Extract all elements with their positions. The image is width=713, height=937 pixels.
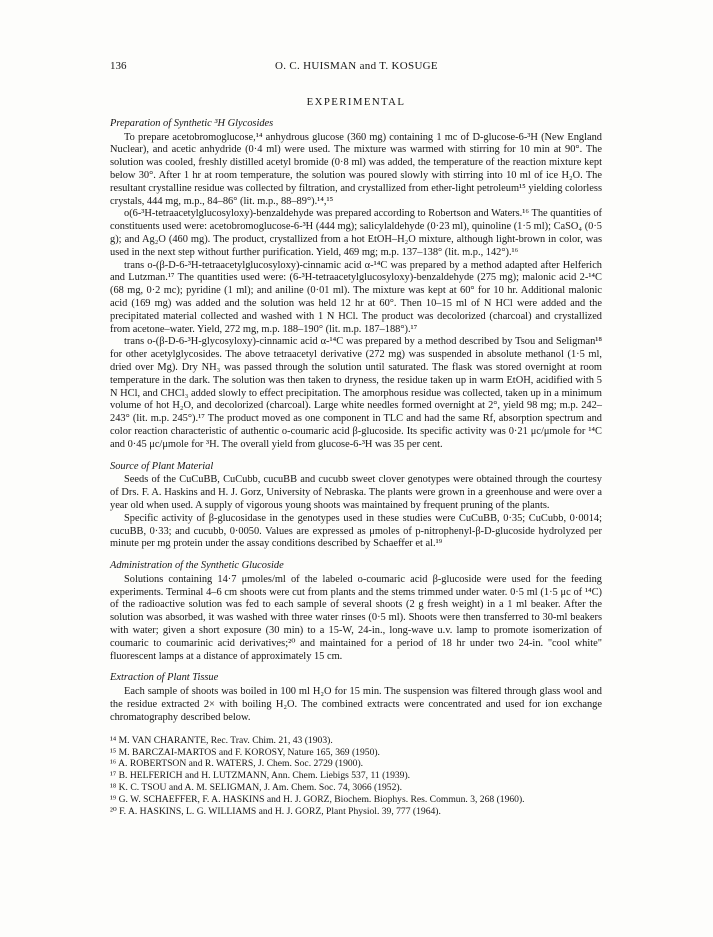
paragraph: Solutions containing 14·7 μmoles/ml of the labeled o-coumaric acid β-glucoside were used for the feeding experiments. Terminal 4–6 cm shoots were cut from plants and the stems trimmed under water. 0·5 ml (1·5 μc of ¹⁴C) of the radioactive solution was fed to each sample of several shoots (2 g fresh weight) in a 1 ml beaker. After the solution was absorbed, it was washed with three water rinses (0·5 ml). Shoots were then transferred to 30-ml beakers with water; given a short exposure (30 min) to a 15-W, 24-in., long-wave u.v. lamp to promote isomerization of coumaric to coumarinic acid derivatives;²⁰ and maintained for a period of 18 hr under two 24-in. "cool white" fluorescent lamps at a distance of approximately 15 cm. [110, 573, 602, 662]
page-header [110, 60, 603, 76]
article-body [110, 96, 602, 818]
subsection-heading: Source of Plant Material [110, 460, 214, 472]
subsection-heading: Preparation of Synthetic ³H Glycosides [110, 117, 274, 129]
paragraph: trans o-(β-D-6-³H-glycosyloxy)-cinnamic acid α-¹⁴C was prepared by a method described by Tsou and Seligman¹⁸ for other acetylglycosides. The above tetraacetyl derivative (272 mg) was suspended in absolute methanol (1·5 ml, dried over Mg). Dry NH₃ was passed through the solution until saturated. The flask was stored overnight at room temperature in the dark. The solution was then taken to dryness, the residue taken up in warm EtOH, acidified with 5 N HCl, and CHCl₃ added slowly to effect precipitation. The amorphous residue was collected, taken up in a minimum volume of hot H₂O, and decolorized (charcoal). Large white needles formed overnight at 2°, yield 98 mg; m.p. 242–243° (lit. m.p. 245°).¹⁷ The product moved as one component in TLC and had the same Rf, absorption spectrum and color reaction characteristic of authentic o-coumaric acid β-glucoside. Its specific activity was 0·21 μc/μmole for ¹⁴C and 0·45 μc/μmole for ³H. The overall yield from glucose-6-³H was 35 per cent. [110, 336, 602, 450]
subsection-administration [110, 560, 602, 663]
section-title: EXPERIMENTAL [306, 96, 406, 108]
footnotes [110, 735, 602, 818]
footnote: ²⁰ F. A. HASKINS, L. G. WILLIAMS and H. J. GORZ, Plant Physiol. 39, 777 (1964). [110, 806, 441, 818]
paragraph: trans o-(β-D-6-³H-tetraacetylglucosyloxy)-cinnamic acid α-¹⁴C was prepared by a method adapted after Helferich and Lutzman.¹⁷ The quantities used were: (6-³H-tetraacetylglucosyloxy)-benzaldehyde (275 mg); malonic acid 2-¹⁴C (68 mg, 0·2 mc); pyridine (1 ml); and aniline (0·01 ml). The mixture was kept at 60° for 10 hr. Additional malonic acid (169 mg) was added and the solution was held 12 hr at 60°. Then 10–15 ml of N HCl were added and the precipitated material collected and washed with 1 N HCl. The product was decolorized (charcoal) and crystallized from acetone–water. Yield, 272 mg, m.p. 188–190° (lit. m.p. 187–188°).¹⁷ [110, 259, 602, 335]
footnote: ¹⁴ M. VAN CHARANTE, Rec. Trav. Chim. 21, 43 (1903). [110, 734, 333, 746]
subsection-preparation [110, 118, 602, 452]
paragraph: Specific activity of β-glucosidase in the genotypes used in these studies were CuCuBB, 0·35; CuCubb, 0·0014; cucuBB, 0·33; and cucubb, 0·0050. Values are expressed as μmoles of p-nitrophenyl-β-D-glucoside hydrolyzed per minute per mg protein under the assay conditions described by Schaeffer et al.¹⁹ [110, 512, 602, 550]
subsection-plant-material [110, 461, 602, 552]
subsection-heading: Extraction of Plant Tissue [110, 672, 219, 684]
subsection-extraction [110, 672, 602, 724]
footnote: ¹⁵ M. BARCZAI-MARTOS and F. KOROSY, Nature 165, 369 (1950). [110, 746, 380, 758]
paragraph: Each sample of shoots was boiled in 100 ml H₂O for 15 min. The suspension was filtered through glass wool and the residue extracted 2× with boiling H₂O. The combined extracts were concentrated and used for ion exchange chromatography described below. [110, 686, 602, 723]
footnote: ¹⁸ K. C. TSOU and A. M. SELIGMAN, J. Am. Chem. Soc. 74, 3066 (1952). [110, 782, 402, 794]
subsection-heading: Administration of the Synthetic Glucoside [110, 560, 284, 572]
paragraph: Seeds of the CuCuBB, CuCubb, cucuBB and cucubb sweet clover genotypes were obtained through the courtesy of Drs. F. A. Haskins and H. J. Gorz, University of Nebraska. The plants were grown in a greenhouse and were over a year old when used. A supply of vigorous young shoots was maintained by frequent pruning of the plants. [110, 474, 602, 511]
footnote: ¹⁶ A. ROBERTSON and R. WATERS, J. Chem. Soc. 2729 (1900). [110, 758, 364, 770]
footnote: ¹⁷ B. HELFERICH and H. LUTZMANN, Ann. Chem. Liebigs 537, 11 (1939). [110, 770, 411, 782]
page-number: 136 [110, 60, 127, 72]
paragraph: To prepare acetobromoglucose,¹⁴ anhydrous glucose (360 mg) containing 1 mc of D-glucose-6-³H (New England Nuclear), and acetic anhydride (0·4 ml) were used. The mixture was warmed with stirring for 10 min at 90°. The solution was cooled, freshly distilled acetyl bromide (0·8 ml) was added, the temperature of the reaction mixture kept below 30°. After 1 hr at room temperature, the solution was poured slowly with stirring into 10 ml of ice H₂O. The resultant crystalline residue was collected by filtration, and crystallized from ether-light petroleum¹⁵ yielding colorless crystals, 444 mg, m.p., 84–86° (lit. m.p., 88–89°).¹⁴,¹⁵ [110, 131, 602, 207]
paragraph: o(6-³H-tetraacetylglucosyloxy)-benzaldehyde was prepared according to Robertson and Waters.¹⁶ The quantities of constituents used were: acetobromoglucose-6-³H (444 mg); salicylaldehyde (0·23 ml), quinoline (1·5 ml); CaSO₄ (0·5 g); and Ag₂O (460 mg). The product, crystallized from a hot EtOH–H₂O mixture, although light-brown in color, was used in the next step without further purification. Yield, 469 mg; m.p. 137–138° (lit. m.p., 142°).¹⁶ [110, 208, 602, 258]
footnote: ¹⁹ G. W. SCHAEFFER, F. A. HASKINS and H. J. GORZ, Biochem. Biophys. Res. Commun. 3, 268 (1960). [110, 794, 525, 806]
running-head: O. C. HUISMAN and T. KOSUGE [275, 60, 438, 72]
